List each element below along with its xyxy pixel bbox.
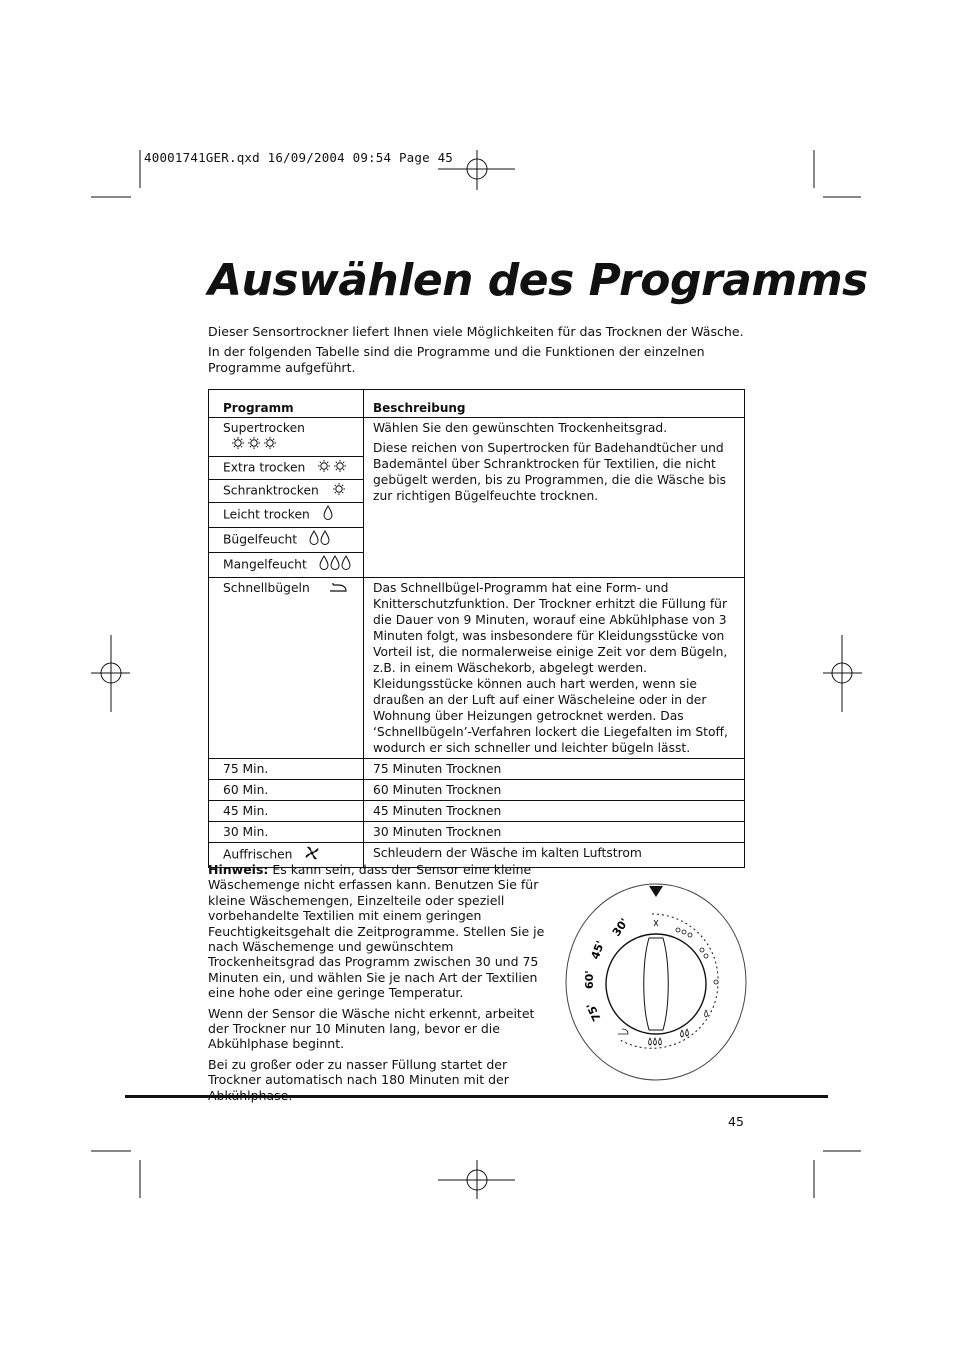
fan-icon [654, 920, 658, 926]
program-buegelfeucht [209, 528, 364, 553]
program-supertrocken [209, 418, 364, 457]
program-label: Schnellbügeln [223, 581, 310, 595]
drop-x2-icon [309, 530, 331, 550]
description-auffrischen: Schleudern der Wäsche im kalten Luftstrom [364, 843, 745, 868]
program-label: Mangelfeucht [223, 557, 307, 572]
program-schranktrocken [209, 480, 364, 503]
program-table [208, 389, 745, 868]
note-paragraph-1 [208, 862, 556, 1001]
table-row [209, 759, 745, 780]
note-text-1: Es kann sein, dass der Sensor eine kleine Wäschemenge nicht erfassen kann. Benutzen Sie für kleine Wäschemengen, Einzelteile oder speziell vorbehandelte Textilien mit einem geringen Feuchtigkeitsgehalt die Zeitprogramme. Stellen Sie je nach Wäschemenge und gewünschtem Trockenheitsgrad das Programm zwischen 30 und 75 Minuten ein, und wählen Sie je nach Art der Textilien eine hohe oder eine geringe Temperatur. [208, 862, 545, 1001]
description-75-min: 75 Minuten Trocknen [364, 759, 745, 780]
page-title: Auswählen des Programms [208, 255, 868, 306]
dial-label-60: 60' [583, 970, 596, 989]
schnellbuegeln-description: Das Schnellbügel-Programm hat eine Form- und Knitterschutzfunktion. Der Trockner erhitzt die Füllung für die Dauer von 9 Minuten, worauf eine Abkühlphase von 3 Minuten folgt, was insbesondere für Kleidungsstücke von Vorteil ist, die normalerweise einige Zeit vor dem Bügeln, z.B. in einem Wäschekorb, abgelegt werden. Kleidungsstücke können auch hart werden, wenn sie draußen an der Luft auf einer Wäscheleine oder in der Wohnung über Heizungen getrocknet werden. Das ‘Schnellbügeln’-Verfahren lockert die Liegefalten im Stoff, wodurch er sich schneller und leichter bügeln lässt. [364, 578, 745, 759]
iron-icon [618, 1029, 628, 1034]
intro-line-2: In der folgenden Tabelle sind die Programme und die Funktionen der einzelnen Programme aufgeführt. [208, 344, 705, 375]
file-slug: 40001741GER.qxd 16/09/2004 09:54 Page 45 [144, 150, 454, 165]
sun-x3-icon [676, 928, 692, 937]
program-label: Bügelfeucht [223, 532, 298, 547]
program-60-min: 60 Min. [209, 780, 364, 801]
footer-rule [125, 1095, 828, 1098]
sun-x3-icon [231, 436, 279, 454]
program-45-min: 45 Min. [209, 801, 364, 822]
page-number: 45 [728, 1114, 744, 1129]
program-label: Supertrocken [223, 421, 305, 435]
dial-label-45: 45' [588, 939, 608, 962]
sensor-description-2: Diese reichen von Supertrocken für Badehandtücher und Bademäntel über Schranktrocken für Textilien, die nicht gebügelt werden, bis zu Programmen, die die Wäsche bis zur richtigen Bügelfeuchte trocknen. [373, 441, 727, 503]
table-row [209, 822, 745, 843]
program-dial-illustration [560, 872, 752, 1084]
intro-line-1: Dieser Sensortrockner liefert Ihnen viele Möglichkeiten für das Trocknen der Wäsche. [208, 324, 744, 339]
program-75-min: 75 Min. [209, 759, 364, 780]
sensor-description [364, 418, 745, 578]
sensor-description-1: Wählen Sie den gewünschten Trockenheitsgrad. [373, 421, 668, 435]
sun-x2-icon [700, 948, 708, 958]
drop-x2-icon [681, 1029, 689, 1037]
table-row [209, 780, 745, 801]
table-row [209, 578, 745, 759]
sun-x1-icon [331, 482, 347, 500]
drop-x1-icon [705, 1010, 708, 1017]
program-label: Schranktrocken [223, 483, 319, 498]
description-60-min: 60 Minuten Trocknen [364, 780, 745, 801]
table-row [209, 801, 745, 822]
header-beschreibung: Beschreibung [364, 390, 745, 418]
sun-x1-icon [714, 980, 718, 984]
table-row [209, 418, 745, 457]
dial-pointer-icon [649, 886, 663, 897]
note-block [208, 862, 556, 1108]
header-programm: Programm [209, 390, 364, 418]
note-paragraph-2: Wenn der Sensor die Wäsche nicht erkennt, arbeitet der Trockner nur 10 Minuten lang, bevor er die Abkühlphase beginnt. [208, 1005, 535, 1052]
drop-x1-icon [322, 505, 334, 525]
note-label: Hinweis: [208, 862, 269, 877]
note-paragraph-3: Bei zu großer oder zu nasser Füllung startet der Trockner automatisch nach 180 Minuten mit der [208, 1056, 509, 1088]
iron-icon [328, 581, 348, 597]
drop-x3-icon [319, 555, 351, 575]
program-30-min: 30 Min. [209, 822, 364, 843]
description-45-min: 45 Minuten Trocknen [364, 801, 745, 822]
description-30-min: 30 Minuten Trocknen [364, 822, 745, 843]
sun-x2-icon [317, 459, 349, 477]
dial-knob [606, 934, 706, 1034]
program-schnellbuegeln [209, 578, 364, 759]
drop-x3-icon [649, 1038, 662, 1045]
program-leicht-trocken [209, 503, 364, 528]
table-header-row [209, 390, 745, 418]
program-label: Auffrischen [223, 847, 293, 862]
dial-label-75: 75' [584, 1000, 604, 1024]
program-extra-trocken [209, 457, 364, 480]
program-mangelfeucht [209, 553, 364, 578]
dial-label-30: 30' [609, 915, 632, 939]
program-label: Extra trocken [223, 460, 306, 475]
program-label: Leicht trocken [223, 507, 310, 522]
